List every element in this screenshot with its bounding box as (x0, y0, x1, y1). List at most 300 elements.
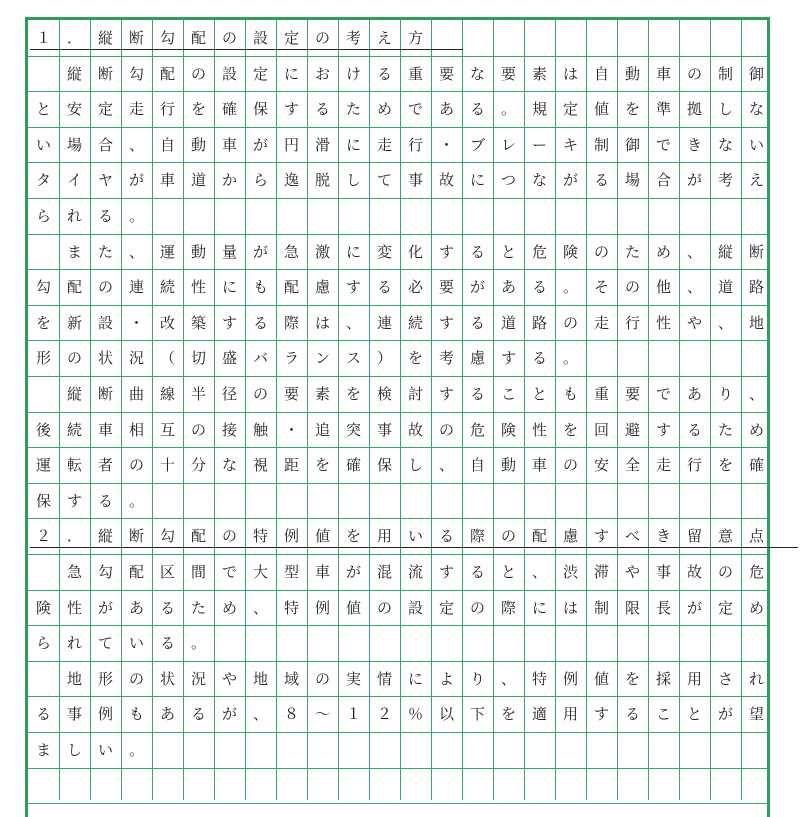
grid-char: 地 (252, 669, 268, 688)
grid-char: な (717, 135, 733, 154)
grid-char: き (686, 135, 702, 154)
grid-char: が (562, 171, 578, 190)
grid-char: 下 (469, 705, 485, 724)
grid-char: 車 (655, 64, 671, 83)
grid-char: や (624, 563, 640, 581)
grid-char: て (97, 634, 113, 653)
grid-char: す (593, 705, 609, 724)
grid-char: に (345, 135, 361, 154)
grid-char: 行 (159, 100, 175, 119)
grid-char: た (97, 242, 113, 261)
grid-char: 特 (283, 598, 299, 617)
grid-char: 、 (128, 242, 144, 261)
grid-char: 域 (283, 669, 299, 688)
grid-char: け (345, 64, 361, 83)
grid-char: あ (686, 385, 702, 403)
grid-char: 。 (500, 100, 516, 119)
grid-char: 御 (624, 135, 640, 154)
grid-char: 者 (97, 456, 113, 475)
grid-char: の (128, 669, 144, 688)
grid-char: の (469, 598, 485, 617)
grid-char: 断 (128, 29, 144, 47)
grid-char: が (469, 278, 485, 297)
grid-char: い (128, 634, 144, 653)
grid-char: 、 (345, 313, 361, 332)
grid-char: 以 (438, 705, 454, 724)
grid-char (28, 376, 59, 412)
grid-char: る (376, 278, 392, 297)
grid-char: 円 (283, 135, 299, 154)
grid-char: 。 (128, 491, 144, 510)
grid-char: と (686, 705, 702, 724)
grid-char: 連 (128, 278, 144, 297)
grid-char: る (469, 100, 485, 119)
grid-char: す (438, 242, 454, 261)
grid-char: ． (66, 29, 82, 47)
grid-char: キ (562, 135, 578, 154)
grid-char: が (97, 598, 113, 617)
grid-char: 車 (531, 456, 547, 475)
grid-char: 車 (159, 171, 175, 190)
grid-char: 値 (345, 598, 361, 617)
grid-char: 例 (283, 527, 299, 546)
heading-underline (30, 547, 798, 548)
grid-char: 配 (531, 527, 547, 546)
grid-char: 曲 (128, 385, 144, 403)
grid-char: る (159, 598, 175, 617)
grid-char: り (717, 385, 733, 403)
grid-char: 拠 (686, 100, 702, 119)
grid-char: に (221, 278, 237, 297)
grid-char: 路 (531, 313, 547, 332)
grid-char: と (531, 385, 547, 403)
grid-char: 安 (66, 100, 82, 119)
grid-char: 際 (469, 527, 485, 546)
grid-char: す (655, 420, 671, 439)
grid-char: 素 (531, 64, 547, 83)
grid-char: 地 (66, 669, 82, 688)
grid-char: 例 (314, 598, 330, 617)
grid-char: 切 (190, 349, 206, 368)
grid-char: 特 (531, 669, 547, 688)
grid-char: 縦 (66, 64, 82, 83)
grid-char: 逸 (283, 171, 299, 190)
grid-char: 大 (252, 563, 268, 581)
grid-char: り (469, 669, 485, 688)
grid-char: べ (624, 527, 640, 546)
grid-char: 、 (717, 313, 733, 332)
grid-char: 、 (686, 242, 702, 261)
grid-char: レ (500, 135, 516, 154)
grid-char: ー (531, 135, 547, 154)
grid-char: 合 (97, 135, 113, 154)
grid-char: の (190, 64, 206, 83)
grid-char: す (438, 313, 454, 332)
grid-char: を (624, 100, 640, 119)
grid-char: こ (655, 705, 671, 724)
grid-char: な (748, 100, 764, 119)
grid-char: 要 (438, 278, 454, 297)
grid-char: の (686, 64, 702, 83)
grid-char: の (624, 278, 640, 297)
grid-char: 性 (190, 278, 206, 297)
grid-char: つ (500, 171, 516, 190)
grid-char: た (717, 420, 733, 439)
grid-char: が (252, 135, 268, 154)
grid-char: バ (252, 349, 268, 368)
grid-char: の (128, 456, 144, 475)
grid-char: 。 (562, 349, 578, 368)
grid-char: 断 (97, 385, 113, 403)
grid-char: 避 (624, 420, 640, 439)
grid-char: 道 (717, 278, 733, 297)
grid-char: 分 (190, 456, 206, 475)
grid-char: き (655, 527, 671, 546)
grid-char: 点 (748, 527, 764, 546)
grid-char: あ (438, 100, 454, 119)
grid-char: 状 (97, 349, 113, 368)
grid-char: れ (66, 207, 82, 225)
grid-char: で (407, 100, 423, 119)
grid-char: の (66, 349, 82, 368)
grid-char: に (531, 598, 547, 617)
grid-char: 限 (624, 598, 640, 617)
grid-char: ヤ (97, 171, 113, 190)
grid-char: ン (314, 349, 330, 368)
grid-char: 険 (35, 598, 51, 617)
grid-char: も (562, 385, 578, 403)
grid-char: 事 (66, 705, 82, 724)
grid-char (28, 661, 59, 697)
grid-char: 情 (376, 669, 392, 688)
grid-char: る (35, 705, 51, 724)
grid-char: る (97, 207, 113, 225)
grid-char: 況 (190, 669, 206, 688)
grid-char: を (345, 527, 361, 546)
grid-char: る (314, 100, 330, 119)
grid-char: 状 (159, 669, 175, 688)
grid-char: の (190, 420, 206, 439)
grid-char: 性 (655, 313, 671, 332)
grid-char (28, 56, 59, 92)
grid-char: 検 (376, 385, 392, 403)
grid-char: 縦 (66, 385, 82, 403)
grid-char: 値 (314, 527, 330, 546)
grid-char: あ (500, 278, 516, 297)
grid-char: し (66, 741, 82, 759)
grid-char: 距 (283, 456, 299, 475)
grid-char: 、 (438, 456, 454, 475)
grid-char: が (252, 242, 268, 261)
grid-char: 制 (593, 598, 609, 617)
grid-char: 流 (407, 563, 423, 581)
grid-char: ら (35, 207, 51, 225)
grid-char: 慮 (562, 527, 578, 546)
grid-char: え (376, 29, 392, 47)
grid-char: ら (35, 634, 51, 653)
grid-char: に (407, 669, 423, 688)
grid-char: や (686, 313, 702, 332)
grid-char: 確 (748, 456, 764, 475)
grid-char: 事 (407, 171, 423, 190)
grid-char: 転 (66, 456, 82, 475)
grid-char: 保 (376, 456, 392, 475)
grid-char: 危 (748, 563, 764, 581)
grid-char: 討 (407, 385, 423, 403)
grid-char: 混 (376, 563, 392, 581)
grid-char: 例 (97, 705, 113, 724)
grid-char: が (128, 171, 144, 190)
grid-char: め (221, 598, 237, 617)
grid-char: ラ (283, 349, 299, 368)
grid-char: 定 (252, 64, 268, 83)
grid-char: 勾 (35, 278, 51, 297)
grid-char: 後 (35, 420, 51, 439)
grid-char: ・ (438, 135, 454, 154)
grid-char: が (717, 705, 733, 724)
grid-char: 自 (159, 135, 175, 154)
grid-char: 制 (593, 135, 609, 154)
grid-char: る (469, 313, 485, 332)
grid-char: 場 (624, 171, 640, 190)
grid-char: 型 (283, 563, 299, 581)
grid-char: の (221, 29, 237, 47)
grid-char: 径 (221, 385, 237, 403)
grid-char: 定 (717, 598, 733, 617)
grid-char: 断 (748, 242, 764, 261)
grid-char: を (345, 385, 361, 403)
grid-char: る (97, 491, 113, 510)
grid-char: 行 (624, 313, 640, 332)
grid-char: の (97, 278, 113, 297)
grid-char: す (345, 278, 361, 297)
grid-char: を (624, 669, 640, 688)
grid-char: 変 (376, 242, 392, 261)
grid-char: 慮 (469, 349, 485, 368)
grid-char: 定 (283, 29, 299, 47)
grid-char: 事 (655, 563, 671, 581)
grid-char: ま (66, 242, 82, 261)
grid-char: 急 (66, 563, 82, 581)
grid-char: 。 (562, 278, 578, 297)
grid-char: 盛 (221, 349, 237, 368)
grid-char: い (35, 135, 51, 154)
grid-char: 。 (128, 741, 144, 759)
grid-char: か (221, 171, 237, 190)
grid-char: を (562, 420, 578, 439)
grid-char: 動 (624, 64, 640, 83)
grid-char: し (345, 171, 361, 190)
grid-char: 道 (500, 313, 516, 332)
grid-char: 新 (66, 313, 82, 332)
grid-char: 故 (407, 420, 423, 439)
grid-char: の (314, 29, 330, 47)
grid-char: ） (376, 349, 392, 368)
grid-char: 続 (159, 278, 175, 297)
grid-char: る (469, 563, 485, 581)
grid-char: 走 (655, 456, 671, 475)
grid-char: 車 (97, 420, 113, 439)
grid-char: 要 (624, 385, 640, 403)
grid-char: 留 (686, 527, 702, 546)
grid-char: 際 (500, 598, 516, 617)
grid-char: を (500, 705, 516, 724)
grid-char: に (469, 171, 485, 190)
grid-char: 形 (35, 349, 51, 368)
grid-char: 適 (531, 705, 547, 724)
grid-char: 用 (562, 705, 578, 724)
grid-char: す (221, 313, 237, 332)
grid-char: 動 (500, 456, 516, 475)
grid-char: 確 (345, 456, 361, 475)
grid-char: 値 (593, 669, 609, 688)
grid-char: 慮 (314, 278, 330, 297)
grid-char: れ (748, 669, 764, 688)
grid-char: の (500, 527, 516, 546)
grid-char: す (283, 100, 299, 119)
grid-char: 車 (221, 135, 237, 154)
grid-char: あ (159, 705, 175, 724)
grid-char: 勾 (159, 29, 175, 47)
grid-char: た (190, 598, 206, 617)
grid-char: 意 (717, 527, 733, 546)
grid-char: １ (35, 29, 51, 47)
grid-char: る (531, 278, 547, 297)
grid-char: 触 (252, 420, 268, 439)
grid-char: を (35, 313, 51, 332)
grid-char: る (469, 242, 485, 261)
grid-char: 況 (128, 349, 144, 368)
grid-char: 配 (190, 29, 206, 47)
grid-char: を (190, 100, 206, 119)
grid-char: す (593, 527, 609, 546)
grid-char: 激 (314, 242, 330, 261)
grid-char: の (717, 563, 733, 581)
grid-char: 、 (128, 135, 144, 154)
grid-char: 半 (190, 385, 206, 403)
grid-char: 区 (159, 563, 175, 581)
grid-char: 素 (314, 385, 330, 403)
grid-char: に (283, 64, 299, 83)
heading-underline (30, 49, 463, 50)
grid-char: 考 (438, 349, 454, 368)
grid-char: 危 (469, 420, 485, 439)
grid-char: し (407, 456, 423, 475)
grid-char: 他 (655, 278, 671, 297)
grid-char: 行 (686, 456, 702, 475)
grid-char: 定 (97, 100, 113, 119)
grid-char: 急 (283, 242, 299, 261)
grid-char: よ (438, 669, 454, 688)
grid-char: ２ (376, 705, 392, 724)
grid-char: や (221, 669, 237, 688)
grid-char: 十 (159, 456, 175, 475)
grid-char: 走 (376, 135, 392, 154)
grid-char: 走 (128, 100, 144, 119)
grid-char: め (748, 598, 764, 617)
grid-char: 続 (407, 313, 423, 332)
grid-char: 故 (438, 171, 454, 190)
grid-char: め (748, 420, 764, 439)
grid-char: 険 (562, 242, 578, 261)
grid-char: 道 (190, 171, 206, 190)
grid-char: 設 (407, 598, 423, 617)
grid-char: 設 (221, 64, 237, 83)
grid-char: 用 (376, 527, 392, 546)
grid-char: 互 (159, 420, 175, 439)
grid-char: 配 (283, 278, 299, 297)
grid-char: 実 (345, 669, 361, 688)
grid-char: 地 (748, 313, 764, 332)
grid-char: 性 (531, 420, 547, 439)
grid-char: い (748, 135, 764, 154)
grid-row-line (28, 803, 767, 804)
grid-char: 事 (376, 420, 392, 439)
grid-char: 設 (97, 313, 113, 332)
grid-char: る (593, 171, 609, 190)
grid-char: を (407, 349, 423, 368)
grid-char: 連 (376, 313, 392, 332)
grid-char: タ (35, 171, 51, 190)
grid-char: ． (66, 527, 82, 546)
grid-char: 採 (655, 669, 671, 688)
grid-char: 場 (66, 135, 82, 154)
grid-char: 長 (655, 598, 671, 617)
grid-char: 路 (748, 278, 764, 297)
grid-char: 行 (407, 135, 423, 154)
grid-char: 走 (593, 313, 609, 332)
grid-char: る (469, 385, 485, 403)
grid-char: 保 (35, 491, 51, 510)
grid-char: す (438, 563, 454, 581)
grid-char: 合 (655, 171, 671, 190)
grid-char: 特 (252, 527, 268, 546)
grid-char: 考 (345, 29, 361, 47)
grid-char: な (221, 456, 237, 475)
grid-char: （ (159, 349, 175, 368)
grid-char: ～ (314, 705, 330, 724)
grid-char: め (655, 242, 671, 261)
grid-char: で (221, 563, 237, 581)
grid-char: も (128, 705, 144, 724)
grid-char: 要 (438, 64, 454, 83)
grid-char: 渋 (562, 563, 578, 581)
grid-char: ８ (283, 705, 299, 724)
grid-char: し (717, 100, 733, 119)
grid-char: １ (345, 705, 361, 724)
grid-char: 運 (159, 242, 175, 261)
grid-char: 車 (314, 563, 330, 581)
grid-char: 考 (717, 171, 733, 190)
grid-char: る (686, 420, 702, 439)
grid-char: も (252, 278, 268, 297)
grid-char: 確 (221, 100, 237, 119)
grid-char: の (438, 420, 454, 439)
grid-char: は (314, 313, 330, 332)
grid-char: 化 (407, 242, 423, 261)
grid-char: 、 (252, 705, 268, 724)
grid-char: す (500, 349, 516, 368)
grid-char: 動 (190, 135, 206, 154)
grid-char: 相 (128, 420, 144, 439)
grid-char: の (562, 313, 578, 332)
grid-char: と (500, 242, 516, 261)
grid-char: 要 (283, 385, 299, 403)
grid-char: 重 (593, 385, 609, 403)
grid-char: め (376, 100, 392, 119)
grid-char: す (66, 491, 82, 510)
grid-char: 例 (562, 669, 578, 688)
